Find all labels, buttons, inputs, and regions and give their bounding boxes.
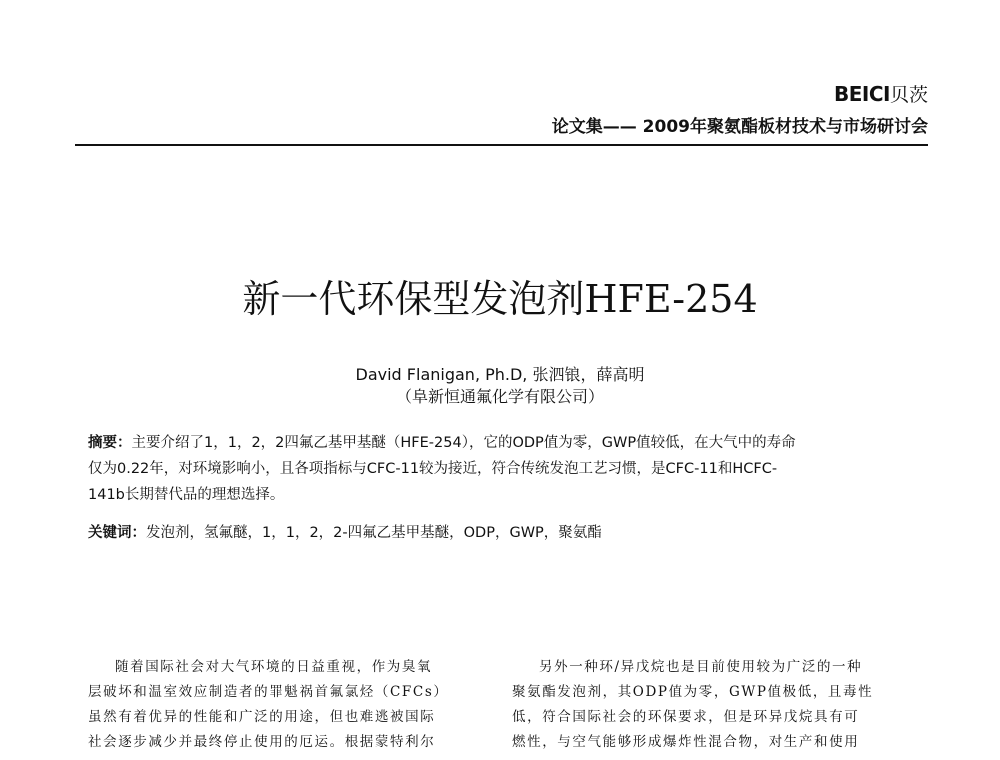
body-line: 另外一种环/异戊烷也是目前使用较为广泛的一种 [539,659,863,675]
keywords-label: 关键词： [88,525,146,541]
body-line: 社会逐步减少并最终停止使用的厄运。根据蒙特利尔 [88,734,436,750]
body-line: 层破坏和温室效应制造者的罪魁祸首氟氯烃（CFCs） [88,684,449,700]
keywords [88,520,938,546]
body-line: 燃性，与空气能够形成爆炸性混合物，对生产和使用 [512,734,860,750]
collection-title: 论文集—— 2009年聚氨酯板材技术与市场研讨会 [551,117,928,137]
abstract-line-2: 仅为0.22年，对环境影响小，且各项指标与CFC-11较为接近，符合传统发泡工艺习惯，是CFC-11和HCFC- [88,461,778,477]
body-line: 聚氨酯发泡剂，其ODP值为零，GWP值极低，且毒性 [512,684,874,700]
abstract-label: 摘要： [88,435,132,451]
article-authors: David Flanigan, Ph.D, 张泗锒，薛高明 [355,365,645,384]
brand-logo [834,80,928,107]
header-rule [75,144,928,146]
article-title: 新一代环保型发泡剂HFE-254 [242,277,758,321]
abstract-line-1 [88,430,938,456]
body-line: 虽然有着优异的性能和广泛的用途，但也难逃被国际 [88,709,436,725]
brand-chinese-text: 贝茨 [889,84,928,106]
body-line: 随着国际社会对大气环境的日益重视，作为臭氧 [115,659,433,675]
brand-bold-text: BEICI [834,82,890,106]
keywords-text: 发泡剂，氢氟醚，1，1，2，2-四氟乙基甲基醚，ODP，GWP，聚氨酯 [146,525,602,541]
abstract [88,430,938,508]
body-line: 低，符合国际社会的环保要求，但是环异戊烷具有可 [512,709,860,725]
abstract-line-3: 141b长期替代品的理想选择。 [88,487,285,503]
article-affiliation: （阜新恒通氟化学有限公司） [395,387,604,406]
abstract-text-1: 主要介绍了1，1，2，2四氟乙基甲基醚（HFE-254），它的ODP值为零，GWP值较低，在大气中的寿命 [131,435,796,451]
body-column-left [88,655,488,755]
body-column-right [512,655,927,755]
